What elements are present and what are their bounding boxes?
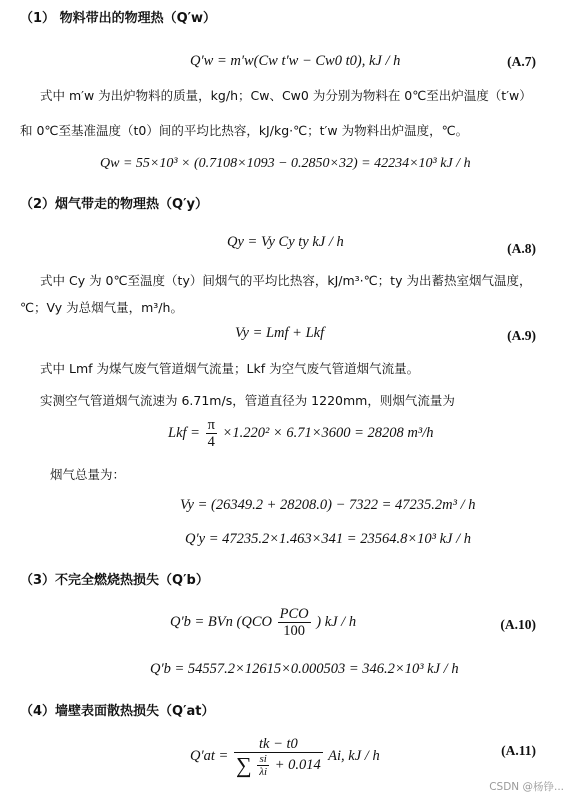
eq-a9-number: (A.9) [507,328,536,343]
plus-constant: + 0.014 [274,756,321,773]
section-3-heading: （3）不完全燃烧热损失（Q′b） [20,573,209,588]
eq-a7-formula: Q′w = m′w(Cw t′w − Cw0 t0), kJ / h [190,53,401,69]
s1-calc: Qw = 55×10³ × (0.7108×1093 − 0.2850×32) = 42234×10³ kJ / h [100,156,471,171]
four-denominator: 4 [207,434,215,451]
sum-symbol: ∑ [235,752,252,778]
lkf-lhs: Lkf = [168,425,200,441]
watermark: CSDN @杨铮... [489,781,564,793]
s1-text-2: 和 0℃至基准温度（t0）间的平均比热容，kJ/kg·℃；t′w 为物料出炉温度，℃。 [20,123,469,138]
si-numerator: si [257,753,269,766]
eq-a11-denominator [234,753,323,778]
lambda-denominator: λi [259,765,268,778]
section-1-heading: （1） 物料带出的物理热（Q′w） [20,11,217,26]
eq-a9-formula: Vy = Lmf + Lkf [235,325,325,341]
eq-a11-number: (A.11) [501,743,536,758]
eq-a11-rhs: Ai, kJ / h [328,748,380,764]
section-2-heading: （2）烟气带走的物理热（Q′y） [20,197,208,212]
s2-calc-1: Vy = (26349.2 + 28208.0) − 7322 = 47235.2m³ / h [180,497,476,513]
eq-a7-number: (A.7) [507,54,536,69]
pco-numerator: PCO [279,606,309,623]
eq-a11-formula [190,726,380,790]
s2-text-3: 式中 Lmf 为煤气废气管道烟气流量；Lkf 为空气废气管道烟气流量。 [40,361,420,376]
eq-a11-numerator: tk − t0 [234,736,323,753]
eq-a8-number: (A.8) [507,241,536,256]
lkf-equation [168,417,434,453]
s1-text-1: 式中 m′w 为出炉物料的质量，kg/h；Cw、Cw0 为分别为物料在 0℃至出炉温度（t′w） [40,88,532,103]
pi-over-four [206,417,217,450]
s2-text-2: ℃；Vy 为总烟气量，m³/h。 [20,300,183,315]
si-over-lambda [257,753,269,778]
s2-text-1: 式中 Cy 为 0℃至温度（ty）间烟气的平均比热容，kJ/m³·℃；ty 为出蓄热室烟气温度， [40,273,532,288]
hundred-denominator: 100 [283,623,305,640]
eq-a10-lhs: Q′b = BVn [170,614,233,630]
lkf-rhs: ×1.220² × 6.71×3600 = 28208 m³/h [222,425,434,441]
s2-text-4: 实测空气管道烟气流速为 6.71m/s，管道直径为 1220mm，则烟气流量为 [40,393,455,408]
s2-text-5: 烟气总量为： [50,467,126,482]
eq-a11-lhs: Q′at = [190,748,229,764]
pi-symbol: π [207,417,215,434]
eq-a10-formula [170,604,356,644]
pco-over-100 [278,606,311,639]
s3-calc: Q′b = 54557.2×12615×0.000503 = 346.2×10³ kJ / h [150,661,459,677]
eq-a8-formula: Qy = Vy Cy ty kJ / h [227,234,344,250]
eq-a10-number: (A.10) [500,617,536,632]
eq-a11-fraction [234,736,323,778]
eq-a10-rhs: ) kJ / h [316,614,357,630]
eq-a10-mid: (QCO [236,614,272,630]
s2-calc-2: Q′y = 47235.2×1.463×341 = 23564.8×10³ kJ / h [185,531,471,547]
section-4-heading: （4）墙壁表面散热损失（Q′at） [20,704,215,719]
